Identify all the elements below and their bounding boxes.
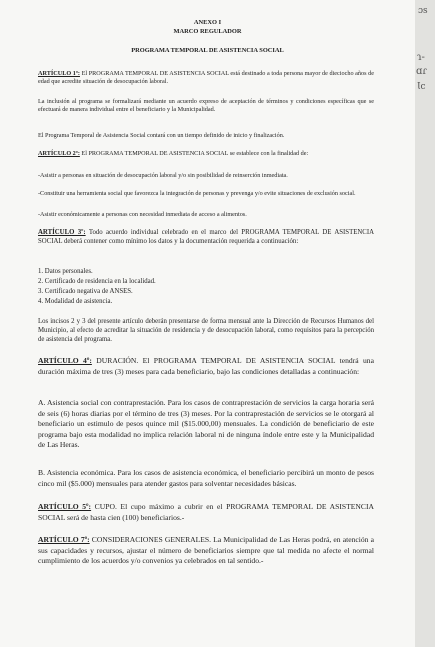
adjacent-page-edge [415, 0, 435, 647]
article-2-text: El PROGRAMA TEMPORAL DE ASISTENCIA SOCIAL se establece con la finalidad de: [79, 150, 309, 157]
article-3-text: Todo acuerdo individual celebrado en el marco del PROGRAMA TEMPORAL DE ASISTENCIA SOCIAL deberá contener como mínimo los datos y la documentación requerida a continuación: [38, 229, 374, 245]
margin-glyph-2: ɿ- [417, 52, 425, 63]
article-1-text: El PROGRAMA TEMPORAL DE ASISTENCIA SOCIAL está destinado a toda persona mayor de dieciocho años de edad que acredite situación de desocupación laboral. [38, 70, 374, 86]
article-3-item-2: 2. Certificado de residencia en la localidad. [38, 278, 156, 285]
article-2-item-1: -Asistir a personas en situación de desocupación laboral y/o sin posibilidad de reinserción inmediata. [38, 172, 288, 179]
article-3-item-3: 3. Certificado negativa de ANSES. [38, 288, 133, 295]
article-2-item-3: -Asistir económicamente a personas con necesidad inmediata de acceso a alimentos. [38, 211, 247, 218]
article-1-paragraph-2: La inclusión al programa se formalizará mediante un acuerdo expreso de aceptación de términos y condiciones específicas que se efectuará de manera individual entre el beneficiario y la Municipalidad. [38, 98, 374, 114]
article-3-paragraph-2: Los incisos 2 y 3 del presente artículo deberán presentarse de forma mensual ante la Dirección de Recursos Humanos del Municipio, al efecto de acreditar la situación de residencia y de desocupación laboral, como requisitos para la percepción de asistencia del programa. [38, 318, 374, 343]
margin-glyph-4: Ɩc [417, 82, 426, 92]
article-4-paragraph-a: A. Asistencia social con contraprestación. Para los casos de contraprestación de servicios la carga horaria será de seis (6) horas diarias por el término de tres (3) meses. Por la contraprestación de servicios se le otorgará al beneficiario un estimulo de pesos quince mil ($15.000,00) mensuales. La condición de beneficiario de este programa bajo esta modalidad no implica relación laboral ni de ninguna índole entre este y la Municipalidad de Las Heras. [38, 398, 374, 450]
article-2-label: ARTÍCULO 2º: [38, 150, 80, 157]
article-4-text: DURACIÓN. El PROGRAMA TEMPORAL DE ASISTENCIA SOCIAL tendrá una duración máxima de tres (3) meses para cada beneficiario, bajo las condiciones detalladas a continuación: [38, 356, 374, 376]
article-5-label: ARTÍCULO 5º: [38, 502, 92, 511]
article-3-item-4: 4. Modalidad de asistencia. [38, 298, 113, 305]
article-7-text: CONSIDERACIONES GENERALES. La Municipalidad de Las Heras podrá, en atención a sus capacidades y recursos, ajustar el número de beneficiarios siempre que tal medida no afecte el normal cumplimiento de los acuerdos y/o convenios ya celebrados en tal sentido.- [38, 535, 374, 566]
article-4-paragraph-b: B. Asistencia económica. Para los casos de asistencia económica, el beneficiario percibirá un monto de pesos cinco mil ($5.000) mensuales para atender gastos para solventar necesidades básicas. [38, 468, 374, 488]
article-3-item-1: 1. Datos personales. [38, 268, 93, 275]
article-1-paragraph-3: El Programa Temporal de Asistencia Social contará con un tiempo definido de inicio y finalización. [38, 132, 285, 139]
annex-number: ANEXO I [193, 19, 222, 26]
article-3 [38, 228, 374, 246]
article-2 [38, 150, 374, 158]
article-7-label: ARTÍCULO 7º: [38, 535, 90, 544]
article-1 [38, 70, 374, 87]
program-title: PROGRAMA TEMPORAL DE ASISTENCIA SOCIAL [131, 47, 284, 54]
article-2-item-2: -Constituir una herramienta social que favorezca la integración de personas y prevenga y/o evite situaciones de exclusión social. [38, 190, 356, 197]
article-7 [38, 535, 374, 567]
article-5-text: CUPO. El cupo máximo a cubrir en el PROGRAMA TEMPORAL DE ASISTENCIA SOCIAL será de hasta cien (100) beneficiarios.- [38, 502, 374, 522]
margin-glyph-3: ɑɾ [416, 66, 427, 77]
article-1-label: ARTÍCULO 1º: [38, 70, 80, 77]
article-4 [38, 356, 374, 377]
article-4-label: ARTÍCULO 4º: [38, 356, 92, 365]
article-3-label: ARTÍCULO 3º: [38, 229, 86, 236]
article-5 [38, 502, 374, 523]
margin-glyph-1: ɔs [418, 6, 428, 16]
annex-subtitle: MARCO REGULADOR [173, 28, 242, 35]
